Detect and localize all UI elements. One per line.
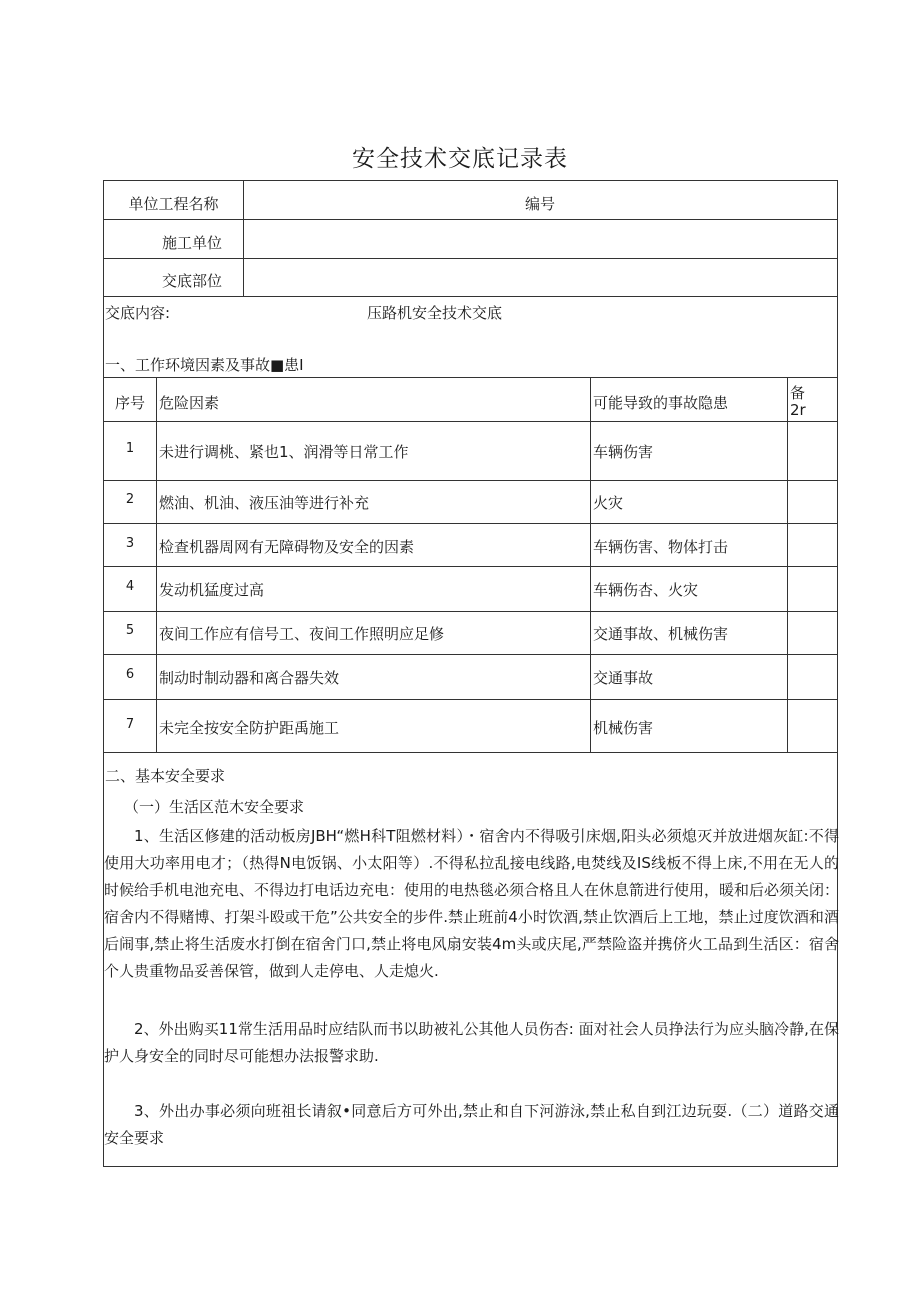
table-row-divider (104, 421, 837, 422)
col-header-no: 序号 (115, 394, 146, 412)
table-row-divider (104, 523, 837, 524)
content-title: 压路机安全技术交底 (367, 304, 503, 322)
table-row-no: 5 (125, 623, 135, 638)
table-col-divider-1 (156, 377, 157, 752)
page-title: 安全技术交底记录表 (352, 146, 568, 172)
header-row-divider-1 (104, 219, 837, 220)
section1-title: 一、工作环境因素及事故■患I (105, 356, 304, 374)
subsection1-title: （一）生活区范木安全要求 (124, 798, 305, 816)
table-row-hazard: 未进行调桃、紧也1、润滑等日常工作 (159, 443, 409, 461)
content-label: 交底内容: (105, 304, 171, 322)
table-row-divider (104, 566, 837, 567)
col-header-remark-line1: 备 (790, 384, 806, 402)
col-header-hazard: 危险因素 (159, 394, 220, 412)
table-top-border (104, 377, 837, 378)
number-label: 编号 (524, 195, 555, 213)
table-row-accident: 车辆伤杏、火灾 (593, 581, 699, 599)
construction-unit-label: 施工单位 (161, 234, 222, 252)
table-row-hazard: 制动时制动器和离合器失效 (159, 669, 340, 687)
requirement-paragraph-3 (104, 1098, 839, 1152)
table-row-no: 1 (125, 441, 135, 456)
col-header-remark-line2: 2r (790, 401, 806, 419)
table-row-hazard: 燃油、机油、液压油等进行补充 (159, 494, 370, 512)
table-row-divider (104, 611, 837, 612)
header-row-divider-3 (104, 296, 837, 297)
table-row-accident: 火灾 (593, 494, 624, 512)
requirement-paragraph-2-text: 2、外出购买11常生活用品时应结队而书以助被礼公其他人员伤杏: 面对社会人员挣法行为应头脑冷静,在保护人身安全的同时尽可能想办法报警求助. (104, 1020, 839, 1065)
table-col-divider-3 (787, 377, 788, 752)
col-header-accident: 可能导致的事故隐患 (593, 394, 729, 412)
table-row-hazard: 未完全按安全防护距禹施工 (159, 719, 340, 737)
table-row-accident: 车辆伤害 (593, 443, 654, 461)
table-bottom-border (104, 752, 837, 753)
requirement-paragraph-2 (104, 1016, 839, 1070)
table-row-no: 3 (125, 536, 135, 551)
table-row-divider (104, 654, 837, 655)
section2-title: 二、基本安全要求 (105, 767, 226, 785)
requirement-paragraph-1-text: 1、生活区修建的活动板房JBH“燃H科T阻燃材料）・宿舍内不得吸引床烟,阳头必须熄灭并放进烟灰缸:不得使用大功率用电才；（热得N电饭锅、小太阳等）.不得私拉乱接电线路,电焚线及IS线板不得上床,不用在无人的时候给手机电池充电、不得边打电话边充电：使用的电热毯必须合格且人在休息箭进行使用，暖和后必须关闭：宿舍内不得赌博、打架斗殴或干危”公共安全的步件.禁止班前4小时饮酒,禁止饮酒后上工地，禁止过度饮酒和酒后闹事,禁止将生活废水打倒在宿舍门口,禁止将电风扇安装4m头或庆尾,严禁险盗并携侪火工品到生活区：宿舍个人贵重物品妥善保管，做到人走停电、人走熄火. (104, 827, 840, 980)
table-row-accident: 车辆伤害、物体打击 (593, 538, 729, 556)
table-row-accident: 机械伤害 (593, 719, 654, 737)
table-row-hazard: 发动机猛度过高 (159, 581, 265, 599)
table-col-divider-2 (590, 377, 591, 752)
table-row-divider (104, 699, 837, 700)
requirement-paragraph-3-text: 3、外出办事必须向班祖长请叙•同意后方可外出,禁止和自下河游泳,禁止私自到江边玩耍.（二）道路交通安全要求 (104, 1102, 839, 1147)
table-row-no: 7 (125, 717, 135, 732)
requirement-paragraph-1 (104, 823, 839, 985)
handover-part-label: 交底部位 (161, 272, 222, 290)
header-row-divider-2 (104, 258, 837, 259)
table-row-accident: 交通事故 (593, 669, 654, 687)
table-row-no: 4 (125, 579, 135, 594)
table-row-hazard: 检查机器周网有无障碍物及安全的因素 (159, 538, 415, 556)
record-form (103, 180, 838, 1167)
project-name-label: 单位工程名称 (128, 195, 219, 213)
table-row-no: 2 (125, 492, 135, 507)
table-row-divider (104, 480, 837, 481)
table-row-accident: 交通事故、机械伤害 (593, 625, 729, 643)
table-row-hazard: 夜间工作应有信号工、夜间工作照明应足修 (159, 625, 445, 643)
table-row-no: 6 (125, 667, 135, 682)
